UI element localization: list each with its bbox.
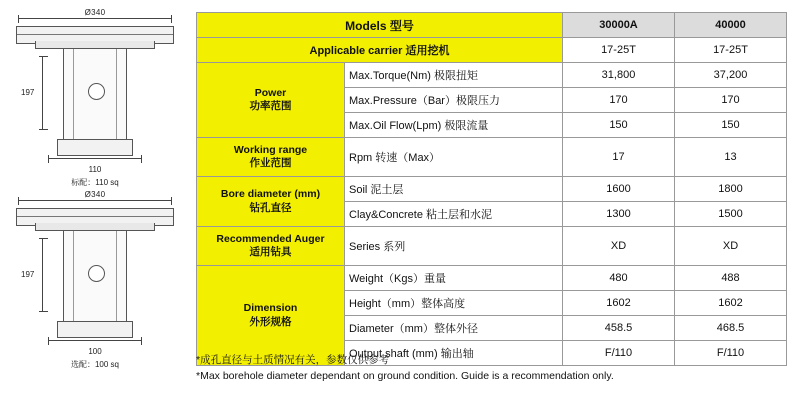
group-label-recommended-auger: Recommended Auger 适用钻具 — [197, 227, 345, 266]
drawing-height-dimension — [21, 56, 53, 130]
table-row — [197, 138, 787, 177]
drawing-optional — [0, 190, 190, 370]
technical-drawings — [0, 0, 190, 400]
drawing-caption: 标配：110 sq — [71, 178, 119, 187]
row-value-1: 17 — [563, 138, 675, 177]
carrier-value-2: 17-25T — [675, 38, 787, 63]
table-row-carrier — [197, 38, 787, 63]
table-row-models-header — [197, 13, 787, 38]
row-value-1: 1300 — [563, 202, 675, 227]
row-value-2: F/110 — [675, 341, 787, 366]
group-label-bore-diameter: Bore diameter (mm) 钻孔直径 — [197, 177, 345, 227]
row-label: Diameter（mm）整体外径 — [345, 316, 563, 341]
row-value-2: 468.5 — [675, 316, 787, 341]
group-label-dimension: Dimension 外形规格 — [197, 266, 345, 366]
row-value-1: 31,800 — [563, 63, 675, 88]
drawing-standard — [0, 8, 190, 188]
specification-table — [196, 12, 787, 366]
models-header-label: Models 型号 — [197, 13, 563, 38]
drawing-height-value: 197 — [21, 88, 35, 97]
footnote-english: *Max borehole diameter dependant on ground condition. Guide is a recommendation only. — [196, 370, 614, 383]
table-row — [197, 227, 787, 266]
row-label: Max.Oil Flow(Lpm) 极限流量 — [345, 113, 563, 138]
row-value-2: 1800 — [675, 177, 787, 202]
drawing-caption: 选配：100 sq — [70, 360, 120, 369]
row-label: Max.Torque(Nm) 极限扭矩 — [345, 63, 563, 88]
specification-table-body — [197, 13, 787, 366]
drawing-bottom-dimension: 110 — [88, 165, 102, 174]
row-value-1: 1602 — [563, 291, 675, 316]
carrier-label: Applicable carrier 适用挖机 — [197, 38, 563, 63]
row-value-1: 170 — [563, 88, 675, 113]
footnote-chinese: *成孔直径与土质情况有关，参数仅供参考 — [196, 354, 390, 366]
specification-table-wrapper — [196, 12, 786, 366]
output-shaft-hole — [88, 265, 105, 282]
drawing-top-dimension-line — [18, 18, 172, 25]
row-value-1: 480 — [563, 266, 675, 291]
footnotes — [196, 352, 776, 385]
drawing-body — [16, 208, 174, 338]
row-label: Height（mm）整体高度 — [345, 291, 563, 316]
group-label-working-range: Working range 作业范围 — [197, 138, 345, 177]
output-shaft-hole — [88, 83, 105, 100]
output-flange — [57, 321, 133, 338]
row-label: Soil 泥土层 — [345, 177, 563, 202]
row-value-2: 1602 — [675, 291, 787, 316]
row-value-2: 37,200 — [675, 63, 787, 88]
row-label: Weight（Kgs）重量 — [345, 266, 563, 291]
row-value-2: XD — [675, 227, 787, 266]
drawing-top-dimension-line — [18, 200, 172, 207]
row-value-2: 1500 — [675, 202, 787, 227]
group-label-power: Power 功率范围 — [197, 63, 345, 138]
drawing-top-dimension: Ø340 — [84, 190, 106, 199]
row-value-1: XD — [563, 227, 675, 266]
table-row — [197, 63, 787, 88]
row-value-2: 170 — [675, 88, 787, 113]
table-row — [197, 177, 787, 202]
row-value-1: 458.5 — [563, 316, 675, 341]
carrier-value-1: 17-25T — [563, 38, 675, 63]
gearbox-housing — [63, 230, 126, 322]
model-column-1: 30000A — [563, 13, 675, 38]
row-value-1: 150 — [563, 113, 675, 138]
drawing-bottom-dimension: 100 — [88, 347, 102, 356]
drawing-top-dimension: Ø340 — [84, 8, 106, 17]
row-label: Clay&Concrete 粘土层和水泥 — [345, 202, 563, 227]
drawing-height-dimension — [21, 238, 53, 312]
row-label: Output shaft (mm) 输出轴 — [345, 341, 563, 366]
drawing-bottom-dimension-line — [48, 158, 142, 165]
row-label: Max.Pressure（Bar）极限压力 — [345, 88, 563, 113]
table-row — [197, 266, 787, 291]
row-value-2: 488 — [675, 266, 787, 291]
gearbox-housing — [63, 48, 126, 140]
row-value-1: 1600 — [563, 177, 675, 202]
drawing-height-value: 197 — [21, 270, 35, 279]
row-value-2: 150 — [675, 113, 787, 138]
drawing-body — [16, 26, 174, 156]
row-value-2: 13 — [675, 138, 787, 177]
drawing-bottom-dimension-line — [48, 340, 142, 347]
row-label: Rpm 转速（Max） — [345, 138, 563, 177]
model-column-2: 40000 — [675, 13, 787, 38]
row-label: Series 系列 — [345, 227, 563, 266]
output-flange — [57, 139, 133, 156]
row-value-1: F/110 — [563, 341, 675, 366]
